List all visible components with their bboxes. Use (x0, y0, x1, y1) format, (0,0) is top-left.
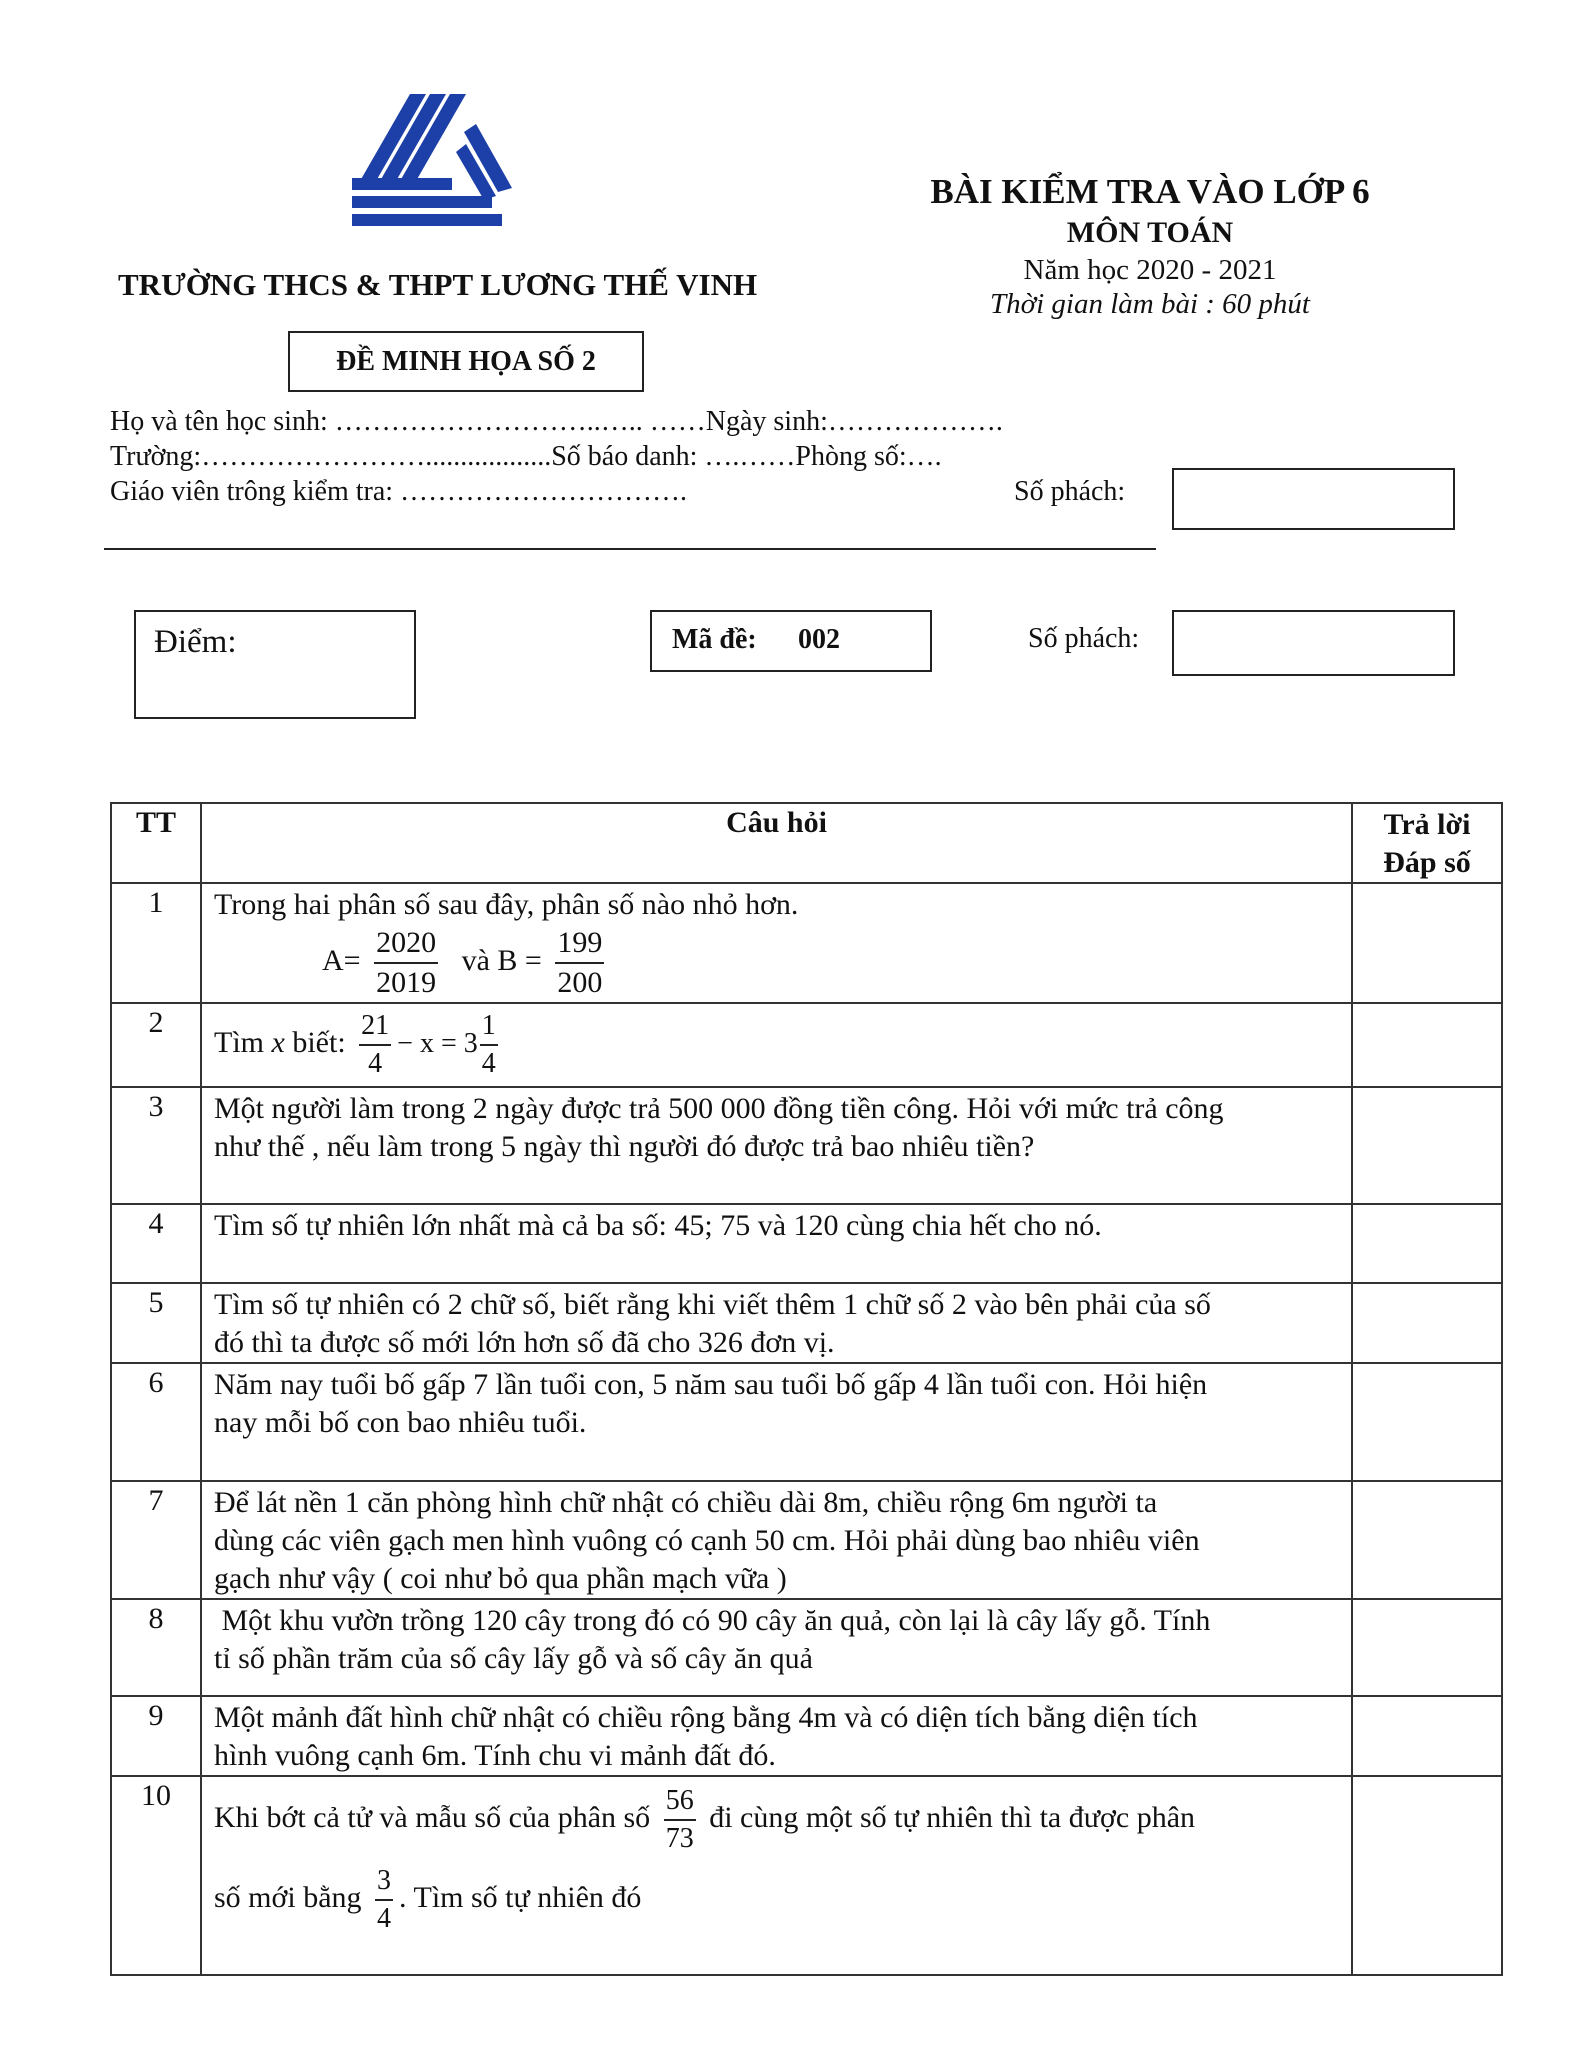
q10-f1-den: 73 (665, 1823, 694, 1854)
answer-cell[interactable] (1352, 1481, 1502, 1599)
exam-code-box (650, 610, 932, 672)
header-answer (1352, 803, 1502, 883)
header-answer-line1: Trả lời (1383, 808, 1471, 841)
secret-number-box[interactable] (1172, 610, 1455, 676)
school-logo (352, 92, 512, 232)
sample-label-box (288, 331, 644, 392)
q6-line1: Năm nay tuổi bố gấp 7 lần tuổi con, 5 năm sau tuổi bố gấp 4 lần tuổi con. Hỏi hiện (214, 1368, 1208, 1401)
q1-mid: và B = (461, 943, 542, 977)
answer-cell[interactable] (1352, 1087, 1502, 1204)
q1-fraction-b (555, 924, 604, 1002)
question-row-2 (111, 1003, 1502, 1087)
question-row-9 (111, 1696, 1502, 1776)
question-row-10 (111, 1776, 1502, 1975)
q2-op: − x = 3 (397, 1027, 478, 1059)
q10-l1-post: đi cùng một số tự nhiên thì ta được phân (709, 1800, 1196, 1834)
question-row-5 (111, 1283, 1502, 1363)
q2-f1-den: 4 (368, 1048, 383, 1079)
table-header-row (111, 803, 1502, 883)
question-number: 5 (111, 1283, 201, 1363)
q2-f2-den: 4 (481, 1048, 496, 1079)
question-row-6 (111, 1363, 1502, 1481)
answer-cell[interactable] (1352, 1696, 1502, 1776)
school-name: TRƯỜNG THCS & THPT LƯƠNG THẾ VINH (118, 267, 758, 302)
header-tt: TT (111, 803, 201, 883)
student-name-dob-line: Họ và tên học sinh: ………………………..….. ……Ngày sinh:………………. (110, 406, 1003, 437)
q7-line2: dùng các viên gạch men hình vuông có cạnh 50 cm. Hỏi phải dùng bao nhiêu viên (214, 1524, 1200, 1557)
q1-fractions (214, 924, 1339, 1002)
q1-b-den: 200 (557, 966, 603, 999)
question-text (201, 1003, 1352, 1087)
question-number: 8 (111, 1599, 201, 1696)
answer-cell[interactable] (1352, 1776, 1502, 1975)
q10-line2 (214, 1863, 1339, 1937)
q9-line2: hình vuông cạnh 6m. Tính chu vi mảnh đất đó. (214, 1739, 776, 1772)
q10-fraction-1 (664, 1783, 696, 1857)
question-number: 7 (111, 1481, 201, 1599)
q10-fraction-2 (375, 1863, 393, 1937)
question-number: 4 (111, 1204, 201, 1283)
q1-a-den: 2019 (376, 966, 437, 999)
q1-a-num: 2020 (374, 924, 438, 964)
q4-line1: Tìm số tự nhiên lớn nhất mà cả ba số: 45; 75 và 120 cùng chia hết cho nó. (214, 1209, 1102, 1242)
exam-duration: Thời gian làm bài : 60 phút (990, 288, 1310, 320)
question-text (201, 1599, 1352, 1696)
question-table (110, 802, 1503, 1976)
question-number: 2 (111, 1003, 201, 1087)
q2-fraction-1 (359, 1008, 391, 1082)
sample-label: ĐỀ MINH HỌA SỐ 2 (336, 346, 596, 377)
answer-cell[interactable] (1352, 1204, 1502, 1283)
question-row-1 (111, 883, 1502, 1003)
school-id-room-line: Trường:……………………..................Số báo danh: ….……Phòng số:…. (110, 441, 942, 472)
exam-code-value: 002 (798, 624, 840, 655)
q7-line3: gạch như vậy ( coi như bỏ qua phần mạch vữa ) (214, 1562, 787, 1595)
q10-f2-num: 3 (375, 1863, 393, 1901)
question-row-8 (111, 1599, 1502, 1696)
q2-suffix: biết: (284, 1025, 346, 1059)
header-answer-line2: Đáp số (1383, 846, 1471, 879)
header-question: Câu hỏi (201, 803, 1352, 883)
q1-fraction-a (374, 924, 438, 1002)
proctor-line: Giáo viên trông kiểm tra: …………………………. (110, 476, 688, 507)
q7-line1: Để lát nền 1 căn phòng hình chữ nhật có chiều dài 8m, chiều rộng 6m người ta (214, 1486, 1158, 1519)
question-text (201, 1481, 1352, 1599)
school-year: Năm học 2020 - 2021 (1023, 254, 1277, 286)
secret-number-box-top[interactable] (1172, 468, 1455, 530)
answer-cell[interactable] (1352, 1003, 1502, 1087)
answer-cell[interactable] (1352, 883, 1502, 1003)
q2-fraction-2 (480, 1008, 498, 1082)
question-row-7 (111, 1481, 1502, 1599)
q10-f2-den: 4 (377, 1903, 392, 1934)
answer-cell[interactable] (1352, 1363, 1502, 1481)
q5-line1: Tìm số tự nhiên có 2 chữ số, biết rằng khi viết thêm 1 chữ số 2 vào bên phải của số (214, 1288, 1211, 1321)
q2-prefix: Tìm (214, 1025, 272, 1059)
q10-f1-num: 56 (664, 1783, 696, 1821)
q8-line2: tỉ số phần trăm của số cây lấy gỗ và số cây ăn quả (214, 1642, 813, 1675)
q10-line1 (214, 1783, 1339, 1857)
question-text (201, 1776, 1352, 1975)
q10-l2-post: . Tìm số tự nhiên đó (399, 1880, 642, 1914)
question-text (201, 1363, 1352, 1481)
question-text (201, 1204, 1352, 1283)
question-text (201, 1283, 1352, 1363)
score-label: Điểm: (154, 624, 237, 660)
question-number: 1 (111, 883, 201, 1003)
question-number: 10 (111, 1776, 201, 1975)
q5-line2: đó thì ta được số mới lớn hơn số đã cho 326 đơn vị. (214, 1326, 835, 1359)
question-text (201, 883, 1352, 1003)
q8-line1: Một khu vườn trồng 120 cây trong đó có 90 cây ăn quả, còn lại là cây lấy gỗ. Tính (214, 1604, 1211, 1637)
question-number: 6 (111, 1363, 201, 1481)
q10-l1-pre: Khi bớt cả tử và mẫu số của phân số (214, 1800, 651, 1834)
q2-f1-num: 21 (359, 1008, 391, 1046)
answer-cell[interactable] (1352, 1283, 1502, 1363)
question-number: 3 (111, 1087, 201, 1204)
q6-line2: nay mỗi bố con bao nhiêu tuổi. (214, 1406, 587, 1439)
q1-line1: Trong hai phân số sau đây, phân số nào nhỏ hơn. (214, 888, 799, 921)
question-text (201, 1696, 1352, 1776)
q3-line2: như thế , nếu làm trong 5 ngày thì người đó được trả bao nhiêu tiền? (214, 1130, 1035, 1163)
question-text (201, 1087, 1352, 1204)
q10-l2-pre: số mới bằng (214, 1880, 362, 1914)
question-row-3 (111, 1087, 1502, 1204)
secret-number-label-top: Số phách: (1014, 476, 1126, 507)
q1-a-label: A= (322, 943, 361, 977)
q9-line1: Một mảnh đất hình chữ nhật có chiều rộng bằng 4m và có diện tích bằng diện tích (214, 1701, 1198, 1734)
exam-title: BÀI KIỂM TRA VÀO LỚP 6 (930, 172, 1370, 211)
exam-code-label: Mã đề: (672, 624, 757, 655)
subject: MÔN TOÁN (1066, 216, 1234, 249)
question-number: 9 (111, 1696, 201, 1776)
q1-b-num: 199 (555, 924, 604, 964)
answer-cell[interactable] (1352, 1599, 1502, 1696)
q2-var: x (271, 1025, 285, 1059)
score-box[interactable] (134, 610, 416, 719)
question-row-4 (111, 1204, 1502, 1283)
q2-f2-num: 1 (480, 1008, 498, 1046)
q3-line1: Một người làm trong 2 ngày được trả 500 000 đồng tiền công. Hỏi với mức trả công (214, 1092, 1224, 1125)
divider-line (104, 548, 1156, 550)
secret-number-label: Số phách: (1028, 623, 1140, 654)
